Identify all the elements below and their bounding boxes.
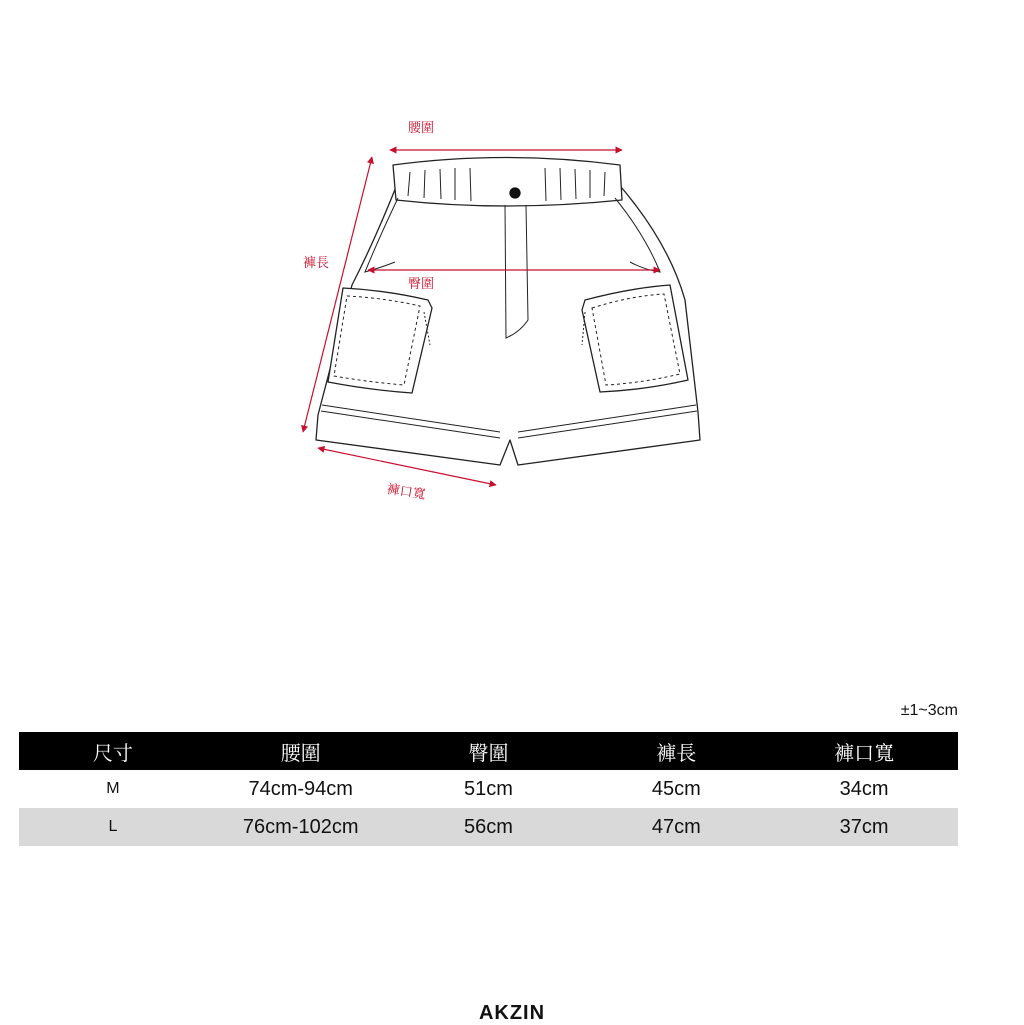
- brand-logo-text: AKZIN: [478, 1002, 546, 1024]
- hem-label: 褲口寬: [385, 481, 427, 502]
- header-length: 褲長: [582, 732, 770, 770]
- table-cell: 76cm-102cm: [207, 808, 395, 846]
- table-header-row: [19, 732, 958, 770]
- table-row: [19, 770, 958, 808]
- table-cell: M: [106, 780, 120, 797]
- table-cell: 45cm: [651, 777, 701, 800]
- table-cell: 37cm: [770, 808, 958, 846]
- table-cell: 51cm: [464, 777, 513, 800]
- table-cell: 34cm: [839, 777, 889, 800]
- size-chart-table: [19, 732, 958, 846]
- table-row: [19, 808, 958, 846]
- table-cell: L: [19, 808, 207, 846]
- table-cell: 56cm: [395, 808, 583, 846]
- length-label: 褲長: [303, 255, 330, 270]
- header-size: 尺寸: [19, 732, 207, 770]
- table-cell: 74cm-94cm: [248, 777, 353, 800]
- tolerance-note: ±1~3cm: [900, 702, 958, 719]
- table-cell: 47cm: [582, 808, 770, 846]
- waist-label: 腰圍: [408, 120, 435, 135]
- header-hem: 褲口寬: [770, 732, 958, 770]
- header-waist: 腰圍: [207, 732, 395, 770]
- hip-label: 臀圍: [408, 276, 435, 291]
- header-hip: 臀圍: [395, 732, 583, 770]
